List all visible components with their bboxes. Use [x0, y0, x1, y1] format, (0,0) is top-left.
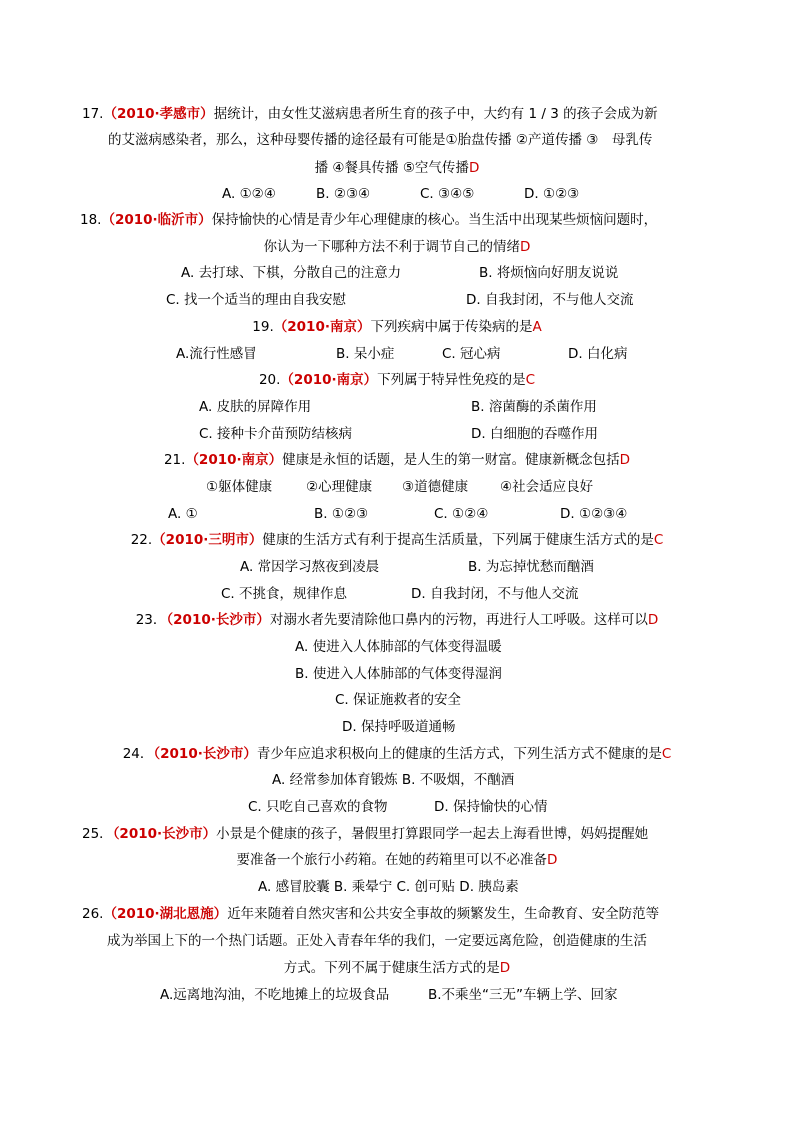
q22-option-d: D. 自我封闭，不与他人交流 — [411, 586, 579, 602]
q24-number: 24． — [122, 746, 154, 762]
q26-text: 近年来随着自然灾害和公共安全事故的频繁发生，生命教育、安全防范等 — [227, 906, 660, 922]
q23-option-b: B. 使进入人体肺部的气体变得湿润 — [295, 666, 502, 682]
q18-answer: D — [520, 239, 531, 255]
q23-source: （2010·长沙市） — [166, 612, 270, 628]
q21-number: 21. — [163, 452, 186, 468]
q26-option-a: A.远离地沟油，不吃地摊上的垃圾食品 — [160, 987, 390, 1003]
q22-options-cd — [221, 584, 794, 604]
q19-source: （2010·南京） — [273, 319, 371, 335]
q18-text: 保持愉快的心情是青少年心理健康的核心。当生活中出现某些烦恼问题时， — [211, 212, 658, 228]
q23-answer: D — [647, 612, 659, 628]
q18-option-c: C. 找一个适当的理由自我安慰 — [166, 292, 347, 308]
q24-option-ab: A. 经常参加体育锻炼 B. 不吸烟，不酗酒 — [272, 772, 515, 788]
q19-option-b: B. 呆小症 — [336, 346, 395, 362]
q26-number: 26. — [82, 906, 104, 922]
q18-line2 — [0, 237, 794, 257]
q25-line2 — [0, 850, 794, 870]
q22-option-b: B. 为忘掉忧愁而酗酒 — [468, 559, 594, 575]
q18-option-a: A. 去打球、下棋，分散自己的注意力 — [181, 265, 402, 281]
q24-option-c: C. 只吃自己喜欢的食物 — [248, 799, 388, 815]
q26-option-b: B.不乘坐“三无”车辆上学、回家 — [428, 987, 618, 1003]
q24-text: 青少年应追求积极向上的健康的生活方式，下列生活方式不健康的是 — [256, 746, 662, 762]
q23-option-d: D. 保持呼吸道通畅 — [342, 719, 456, 735]
q21-item-2: ②心理健康 — [306, 479, 373, 495]
q21-option-b: B. ①②③ — [314, 506, 369, 522]
q22-options-ab — [240, 557, 794, 577]
q26-line2: 成为举国上下的一个热门话题。正处入青春年华的我们，一定要远离危险，创造健康的生活 — [107, 933, 647, 949]
q17-line3 — [0, 158, 794, 178]
q17-number: 17. — [82, 106, 104, 122]
q22-number: 22. — [130, 532, 153, 548]
q21-option-a: A. ① — [168, 506, 198, 522]
q19-options — [176, 344, 794, 364]
q21-item-1: ①躯体健康 — [206, 479, 273, 495]
q21-line1 — [0, 450, 794, 470]
q25-line1 — [82, 824, 772, 844]
q21-option-c: C. ①②④ — [434, 506, 489, 522]
q21-answer: D — [619, 452, 631, 468]
q23-number: 23． — [135, 612, 167, 628]
q17-option-a: A. ①②④ — [222, 186, 276, 202]
q26-answer: D — [499, 960, 511, 976]
q19-option-a: A.流行性感冒 — [176, 346, 257, 362]
q19-number: 19. — [252, 319, 274, 335]
q18-options-cd — [166, 290, 794, 310]
q24-source: （2010·长沙市） — [153, 746, 257, 762]
q23-text: 对溺水者先要清除他口鼻内的污物，再进行人工呼吸。这样可以 — [269, 612, 648, 628]
q25-text-2: 要准备一个旅行小药箱。在她的药箱里可以不必准备 — [236, 852, 548, 868]
q22-option-c: C. 不挑食，规律作息 — [221, 586, 348, 602]
q18-line1 — [80, 210, 770, 230]
q24-options-cd — [248, 797, 794, 817]
q22-answer: C — [653, 532, 664, 548]
q21-options — [168, 504, 794, 524]
q19-option-d: D. 白化病 — [568, 346, 628, 362]
q20-text: 下列属于特异性免疫的是 — [377, 372, 526, 388]
q18-text-2: 你认为一下哪种方法不利于调节自己的情绪 — [263, 239, 521, 255]
q20-option-a: A. 皮肤的屏障作用 — [199, 399, 312, 415]
q18-option-d: D. 自我封闭，不与他人交流 — [466, 292, 634, 308]
q17-option-b: B. ②③④ — [316, 186, 371, 202]
q20-option-b: B. 溶菌酶的杀菌作用 — [471, 399, 597, 415]
q18-number: 18. — [80, 212, 102, 228]
q25-options: A. 感冒胶囊 B. 乘晕宁 C. 创可贴 D. 胰岛素 — [258, 879, 519, 895]
q20-option-d: D. 白细胞的吞噬作用 — [471, 426, 598, 442]
q19-text: 下列疾病中属于传染病的是 — [370, 319, 533, 335]
q22-source: （2010·三明市） — [152, 532, 263, 548]
q17-answer: D — [468, 160, 480, 176]
q20-source: （2010·南京） — [280, 372, 378, 388]
q21-item-3: ③道德健康 — [402, 479, 469, 495]
q21-text: 健康是永恒的话题，是人生的第一财富。健康新概念包括 — [282, 452, 620, 468]
q26-source: （2010·湖北恩施） — [103, 906, 228, 922]
q17-option-d: D. ①②③ — [524, 186, 580, 202]
q21-option-d: D. ①②③④ — [560, 506, 628, 522]
q19-answer: A — [532, 319, 542, 335]
q17-text-3: 播 ④餐具传播 ⑤空气传播 — [314, 160, 469, 176]
q24-answer: C — [661, 746, 672, 762]
q20-number: 20. — [258, 372, 281, 388]
q17-line2 — [108, 130, 788, 150]
q22-text: 健康的生活方式有利于提高生活质量，下列属于健康生活方式的是 — [262, 532, 654, 548]
q17-option-c: C. ③④⑤ — [420, 186, 475, 202]
q17-options — [222, 184, 794, 204]
q20-options-ab — [199, 397, 794, 417]
q23-option-a: A. 使进入人体肺部的气体变得温暖 — [295, 639, 502, 655]
q20-line1 — [0, 370, 794, 390]
q19-line1 — [0, 317, 794, 337]
q17-source: （2010·孝感市） — [103, 106, 214, 122]
q20-option-c: C. 接种卡介苗预防结核病 — [199, 426, 353, 442]
q23-option-c: C. 保证施救者的安全 — [335, 692, 462, 708]
q23-line1 — [0, 610, 794, 630]
q21-item-4: ④社会适应良好 — [500, 479, 594, 495]
q17-line1 — [82, 104, 762, 124]
q18-source: （2010·临沂市） — [101, 212, 212, 228]
q25-answer: D — [547, 852, 558, 868]
q26-line1 — [82, 904, 772, 924]
q22-option-a: A. 常因学习熬夜到凌晨 — [240, 559, 380, 575]
q25-text: 小景是个健康的孩子，暑假里打算跟同学一起去上海看世博，妈妈提醒她 — [216, 826, 649, 842]
q25-number: 25． — [82, 826, 113, 842]
q26-options — [160, 985, 794, 1005]
q26-text-3: 方式。下列不属于健康生活方式的是 — [283, 960, 500, 976]
q17-text: 据统计，由女性艾滋病患者所生育的孩子中，大约有 1 / 3 的孩子会成为新 — [213, 106, 658, 122]
q21-items — [206, 477, 794, 497]
q19-option-c: C. 冠心病 — [442, 346, 501, 362]
q18-options-ab — [181, 263, 794, 283]
q22-line1 — [0, 530, 794, 550]
q21-source: （2010·南京） — [185, 452, 283, 468]
q25-source: （2010·长沙市） — [112, 826, 217, 842]
q20-answer: C — [525, 372, 536, 388]
q20-options-cd — [199, 424, 794, 444]
q17-text-2: 的艾滋病感染者，那么，这种母婴传播的途径最有可能是①胎盘传播 ②产道传播 ③ 母乳传 — [108, 132, 653, 148]
q18-option-b: B. 将烦恼向好朋友说说 — [479, 265, 619, 281]
q24-line1 — [0, 744, 794, 764]
q24-option-d: D. 保持愉快的心情 — [434, 799, 548, 815]
q26-line3 — [0, 958, 794, 978]
